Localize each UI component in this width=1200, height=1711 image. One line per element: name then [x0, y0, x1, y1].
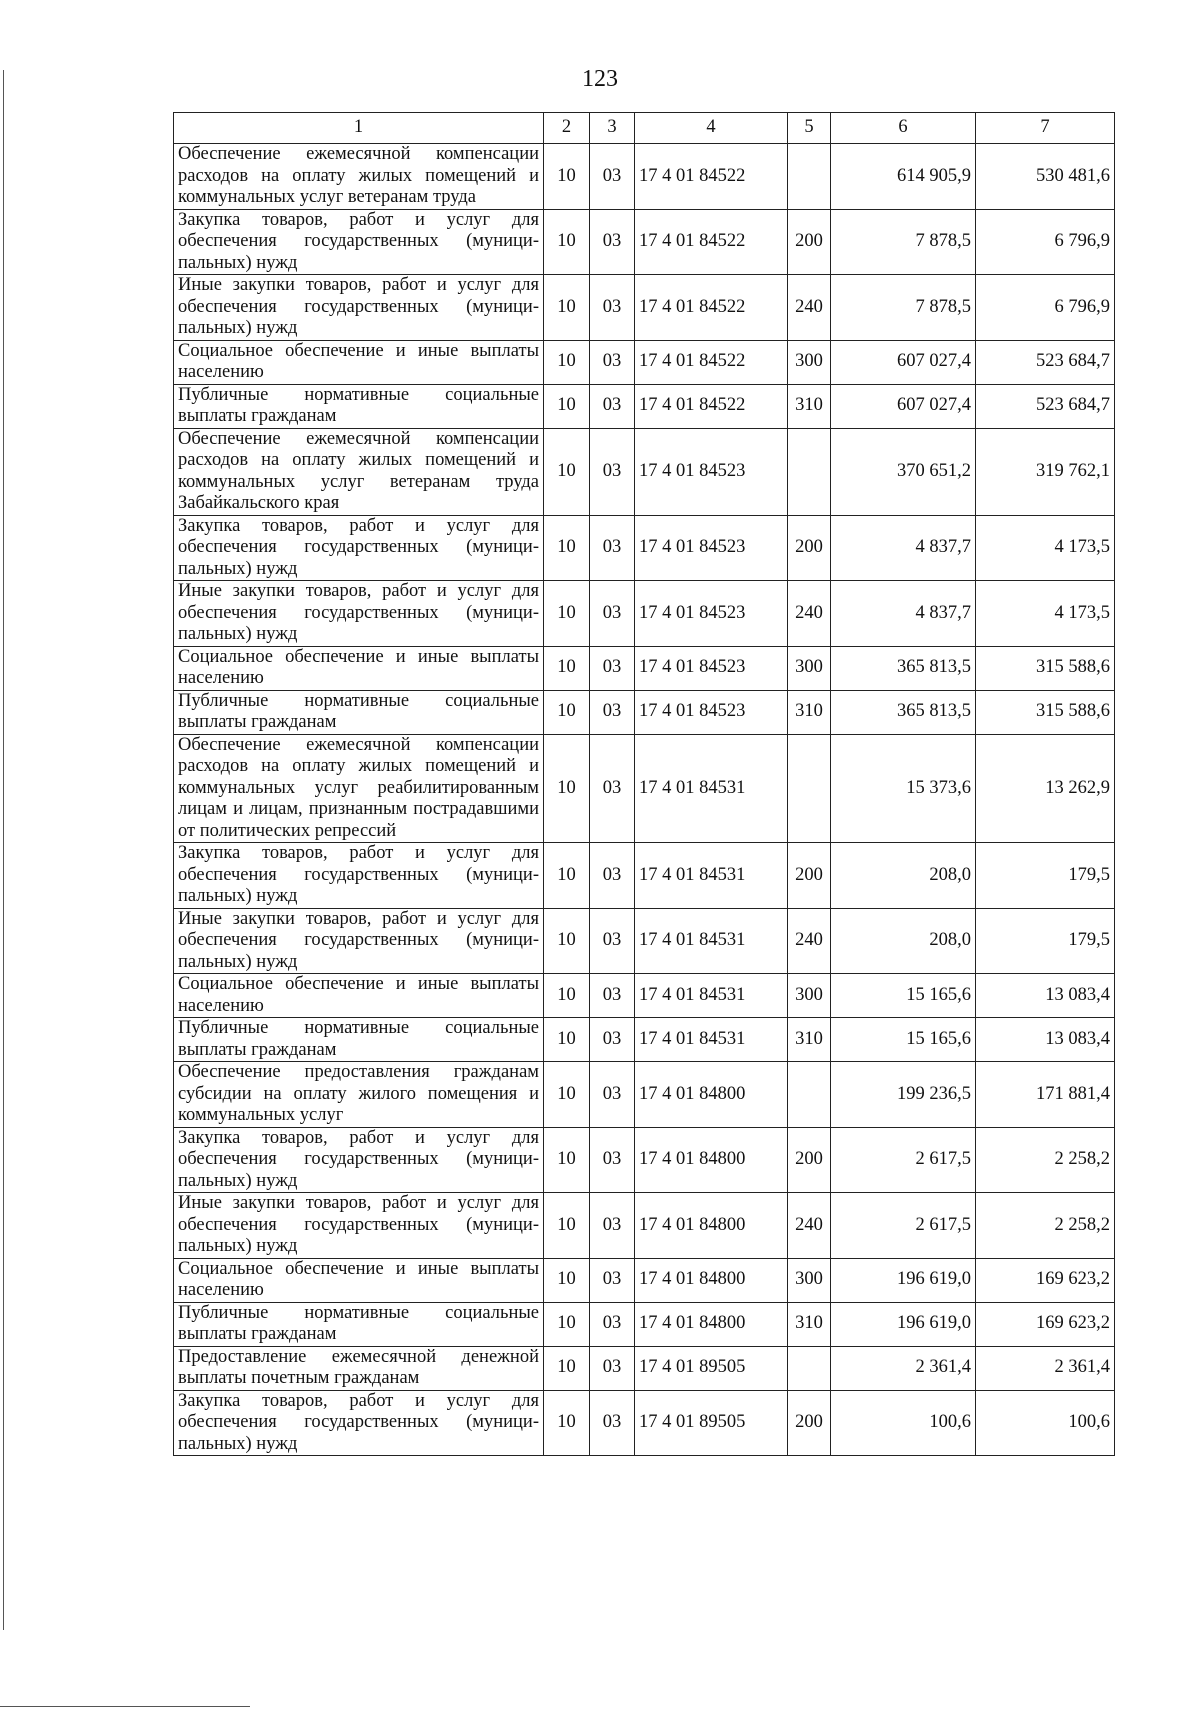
row-target-article: 17 4 01 84800 [635, 1302, 788, 1346]
row-target-article: 17 4 01 89505 [635, 1390, 788, 1456]
row-section: 10 [544, 1346, 590, 1390]
column-header: 7 [976, 113, 1115, 144]
row-expense-type: 310 [788, 1018, 831, 1062]
row-amount-col7: 523 684,7 [976, 384, 1115, 428]
row-section: 10 [544, 843, 590, 909]
row-amount-col7: 523 684,7 [976, 340, 1115, 384]
row-description: Закупка товаров, работ и услуг для обеспечения государственных (муниципальных) нужд [174, 515, 544, 581]
row-amount-col7: 169 623,2 [976, 1258, 1115, 1302]
row-amount-col7: 179,5 [976, 843, 1115, 909]
row-section: 10 [544, 974, 590, 1018]
row-subsection: 03 [590, 1062, 635, 1128]
row-target-article: 17 4 01 84523 [635, 515, 788, 581]
row-section: 10 [544, 581, 590, 647]
column-header: 4 [635, 113, 788, 144]
row-description: Социальное обеспечение и иные выплаты населению [174, 646, 544, 690]
row-subsection: 03 [590, 1018, 635, 1062]
table-row [174, 144, 1115, 210]
row-description: Обеспечение ежемесячной компенсации расходов на оплату жилых помещений и коммунальных услуг ветеранам труда Забайкальского края [174, 428, 544, 515]
row-amount-col7: 2 258,2 [976, 1193, 1115, 1259]
row-subsection: 03 [590, 1127, 635, 1193]
row-expense-type: 200 [788, 515, 831, 581]
column-header: 5 [788, 113, 831, 144]
row-expense-type: 310 [788, 384, 831, 428]
table-row [174, 515, 1115, 581]
table-body [174, 144, 1115, 1456]
row-expense-type: 310 [788, 1302, 831, 1346]
row-description: Закупка товаров, работ и услуг для обеспечения государственных (муниципальных) нужд [174, 209, 544, 275]
row-target-article: 17 4 01 84800 [635, 1062, 788, 1128]
table-row [174, 1302, 1115, 1346]
row-subsection: 03 [590, 908, 635, 974]
budget-table [173, 112, 1115, 1456]
row-target-article: 17 4 01 84531 [635, 1018, 788, 1062]
row-description: Иные закупки товаров, работ и услуг для обеспечения государственных (муниципальных) нужд [174, 275, 544, 341]
row-target-article: 17 4 01 84522 [635, 209, 788, 275]
row-expense-type [788, 428, 831, 515]
row-amount-col6: 607 027,4 [831, 384, 976, 428]
row-amount-col6: 4 837,7 [831, 515, 976, 581]
table-row [174, 734, 1115, 843]
table-row [174, 1062, 1115, 1128]
row-amount-col6: 607 027,4 [831, 340, 976, 384]
row-expense-type: 200 [788, 843, 831, 909]
row-section: 10 [544, 340, 590, 384]
row-amount-col7: 171 881,4 [976, 1062, 1115, 1128]
row-expense-type: 240 [788, 1193, 831, 1259]
row-subsection: 03 [590, 734, 635, 843]
row-section: 10 [544, 908, 590, 974]
row-section: 10 [544, 1062, 590, 1128]
row-amount-col6: 365 813,5 [831, 690, 976, 734]
row-section: 10 [544, 1302, 590, 1346]
row-expense-type: 200 [788, 1127, 831, 1193]
row-amount-col6: 100,6 [831, 1390, 976, 1456]
column-header: 2 [544, 113, 590, 144]
row-target-article: 17 4 01 84531 [635, 843, 788, 909]
column-header: 6 [831, 113, 976, 144]
row-amount-col7: 179,5 [976, 908, 1115, 974]
row-subsection: 03 [590, 515, 635, 581]
row-section: 10 [544, 275, 590, 341]
left-margin-rule [3, 70, 4, 1630]
row-subsection: 03 [590, 1346, 635, 1390]
row-target-article: 17 4 01 84531 [635, 974, 788, 1018]
row-expense-type: 300 [788, 646, 831, 690]
row-target-article: 17 4 01 84800 [635, 1127, 788, 1193]
row-target-article: 17 4 01 84523 [635, 646, 788, 690]
row-amount-col6: 196 619,0 [831, 1302, 976, 1346]
row-amount-col7: 530 481,6 [976, 144, 1115, 210]
row-description: Публичные нормативные социальные выплаты гражданам [174, 384, 544, 428]
row-amount-col6: 614 905,9 [831, 144, 976, 210]
row-target-article: 17 4 01 84522 [635, 340, 788, 384]
row-amount-col6: 208,0 [831, 843, 976, 909]
row-amount-col6: 15 373,6 [831, 734, 976, 843]
row-amount-col6: 370 651,2 [831, 428, 976, 515]
row-target-article: 17 4 01 84522 [635, 275, 788, 341]
row-amount-col6: 2 361,4 [831, 1346, 976, 1390]
row-expense-type: 200 [788, 1390, 831, 1456]
row-target-article: 17 4 01 84800 [635, 1193, 788, 1259]
table-row [174, 1127, 1115, 1193]
row-amount-col7: 315 588,6 [976, 690, 1115, 734]
row-amount-col7: 4 173,5 [976, 515, 1115, 581]
table-row [174, 1390, 1115, 1456]
row-expense-type [788, 144, 831, 210]
row-description: Социальное обеспечение и иные выплаты населению [174, 974, 544, 1018]
table-row [174, 209, 1115, 275]
row-description: Обеспечение предоставления гражданам субсидии на оплату жилого помещения и коммунальных услуг [174, 1062, 544, 1128]
row-amount-col6: 7 878,5 [831, 275, 976, 341]
column-header: 1 [174, 113, 544, 144]
row-amount-col7: 13 262,9 [976, 734, 1115, 843]
row-expense-type: 300 [788, 1258, 831, 1302]
row-section: 10 [544, 428, 590, 515]
row-subsection: 03 [590, 209, 635, 275]
row-subsection: 03 [590, 690, 635, 734]
row-section: 10 [544, 646, 590, 690]
row-section: 10 [544, 1018, 590, 1062]
row-subsection: 03 [590, 1302, 635, 1346]
row-subsection: 03 [590, 581, 635, 647]
table-header-row [174, 113, 1115, 144]
row-amount-col7: 169 623,2 [976, 1302, 1115, 1346]
row-target-article: 17 4 01 84523 [635, 690, 788, 734]
row-subsection: 03 [590, 340, 635, 384]
row-target-article: 17 4 01 84531 [635, 734, 788, 843]
row-expense-type [788, 1062, 831, 1128]
row-subsection: 03 [590, 843, 635, 909]
row-description: Обеспечение ежемесячной компенсации расходов на оплату жилых помещений и коммунальных услуг реабилитированным лицам и лицам, признанным пострадавшими от политических репрессий [174, 734, 544, 843]
table-row [174, 690, 1115, 734]
row-amount-col7: 6 796,9 [976, 275, 1115, 341]
row-section: 10 [544, 1390, 590, 1456]
row-subsection: 03 [590, 384, 635, 428]
row-description: Публичные нормативные социальные выплаты гражданам [174, 1018, 544, 1062]
row-section: 10 [544, 734, 590, 843]
row-amount-col6: 2 617,5 [831, 1193, 976, 1259]
table-row [174, 1193, 1115, 1259]
row-amount-col6: 208,0 [831, 908, 976, 974]
row-amount-col7: 4 173,5 [976, 581, 1115, 647]
row-subsection: 03 [590, 1193, 635, 1259]
column-header: 3 [590, 113, 635, 144]
row-amount-col6: 15 165,6 [831, 974, 976, 1018]
row-section: 10 [544, 690, 590, 734]
row-section: 10 [544, 384, 590, 428]
row-amount-col7: 315 588,6 [976, 646, 1115, 690]
row-subsection: 03 [590, 974, 635, 1018]
row-subsection: 03 [590, 1258, 635, 1302]
row-amount-col7: 13 083,4 [976, 1018, 1115, 1062]
table-row [174, 581, 1115, 647]
row-description: Иные закупки товаров, работ и услуг для обеспечения государственных (муниципальных) нужд [174, 908, 544, 974]
table-row [174, 843, 1115, 909]
row-amount-col6: 196 619,0 [831, 1258, 976, 1302]
row-description: Предоставление ежемесячной денежной выплаты почетным гражданам [174, 1346, 544, 1390]
row-description: Социальное обеспечение и иные выплаты населению [174, 340, 544, 384]
row-target-article: 17 4 01 84531 [635, 908, 788, 974]
row-subsection: 03 [590, 275, 635, 341]
row-description: Закупка товаров, работ и услуг для обеспечения государственных (муниципальных) нужд [174, 1390, 544, 1456]
table-row [174, 340, 1115, 384]
row-description: Закупка товаров, работ и услуг для обеспечения государственных (муниципальных) нужд [174, 843, 544, 909]
table-row [174, 1258, 1115, 1302]
row-amount-col6: 15 165,6 [831, 1018, 976, 1062]
row-expense-type: 300 [788, 340, 831, 384]
table-row [174, 646, 1115, 690]
table-row [174, 428, 1115, 515]
row-description: Иные закупки товаров, работ и услуг для обеспечения государственных (муниципальных) нужд [174, 1193, 544, 1259]
row-amount-col7: 6 796,9 [976, 209, 1115, 275]
row-section: 10 [544, 1258, 590, 1302]
row-expense-type: 240 [788, 275, 831, 341]
row-section: 10 [544, 1127, 590, 1193]
table-row [174, 384, 1115, 428]
row-amount-col6: 7 878,5 [831, 209, 976, 275]
row-target-article: 17 4 01 84800 [635, 1258, 788, 1302]
row-subsection: 03 [590, 144, 635, 210]
row-target-article: 17 4 01 84522 [635, 384, 788, 428]
table-row [174, 974, 1115, 1018]
row-target-article: 17 4 01 84523 [635, 581, 788, 647]
row-section: 10 [544, 515, 590, 581]
row-subsection: 03 [590, 428, 635, 515]
row-amount-col7: 319 762,1 [976, 428, 1115, 515]
row-section: 10 [544, 1193, 590, 1259]
table-row [174, 1018, 1115, 1062]
row-amount-col6: 199 236,5 [831, 1062, 976, 1128]
row-amount-col6: 4 837,7 [831, 581, 976, 647]
row-target-article: 17 4 01 84523 [635, 428, 788, 515]
row-description: Социальное обеспечение и иные выплаты населению [174, 1258, 544, 1302]
table-row [174, 275, 1115, 341]
row-description: Закупка товаров, работ и услуг для обеспечения государственных (муниципальных) нужд [174, 1127, 544, 1193]
row-expense-type: 200 [788, 209, 831, 275]
row-target-article: 17 4 01 89505 [635, 1346, 788, 1390]
row-amount-col7: 13 083,4 [976, 974, 1115, 1018]
row-expense-type: 240 [788, 581, 831, 647]
row-description: Публичные нормативные социальные выплаты гражданам [174, 1302, 544, 1346]
row-expense-type [788, 1346, 831, 1390]
row-amount-col7: 2 361,4 [976, 1346, 1115, 1390]
row-amount-col6: 2 617,5 [831, 1127, 976, 1193]
table-row [174, 908, 1115, 974]
row-expense-type [788, 734, 831, 843]
row-expense-type: 240 [788, 908, 831, 974]
row-subsection: 03 [590, 1390, 635, 1456]
row-subsection: 03 [590, 646, 635, 690]
row-description: Обеспечение ежемесячной компенсации расходов на оплату жилых помещений и коммунальных услуг ветеранам труда [174, 144, 544, 210]
row-target-article: 17 4 01 84522 [635, 144, 788, 210]
row-expense-type: 310 [788, 690, 831, 734]
row-section: 10 [544, 209, 590, 275]
bottom-margin-rule [0, 1706, 250, 1707]
row-section: 10 [544, 144, 590, 210]
row-description: Иные закупки товаров, работ и услуг для обеспечения государственных (муниципальных) нужд [174, 581, 544, 647]
row-amount-col7: 2 258,2 [976, 1127, 1115, 1193]
row-expense-type: 300 [788, 974, 831, 1018]
table-row [174, 1346, 1115, 1390]
row-amount-col6: 365 813,5 [831, 646, 976, 690]
page-number: 123 [582, 66, 618, 92]
row-description: Публичные нормативные социальные выплаты гражданам [174, 690, 544, 734]
row-amount-col7: 100,6 [976, 1390, 1115, 1456]
